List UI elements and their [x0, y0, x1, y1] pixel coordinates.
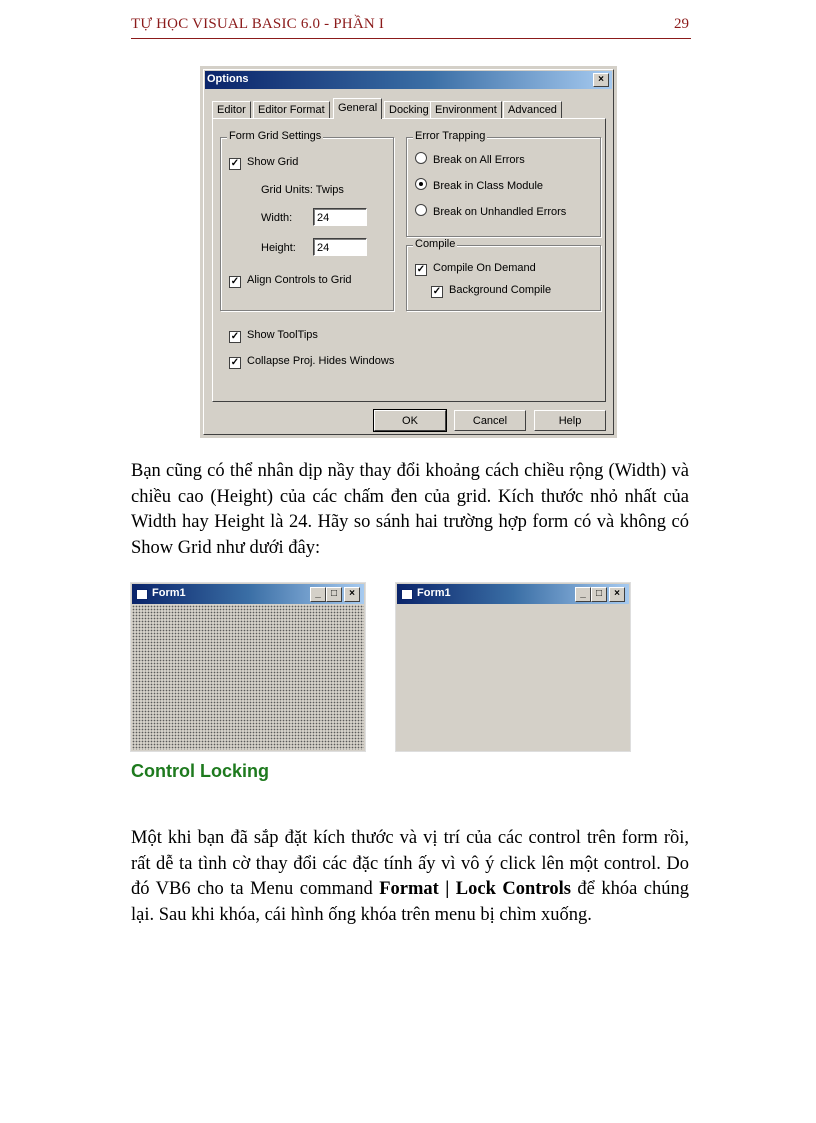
paragraph-grid-size: Bạn cũng có thể nhân dịp nầy thay đổi khoảng cách chiều rộng (Width) và chiều cao (Height) của các chấm đen của grid. Kích thước nhỏ nhất của Width hay Height là 24. Hãy so sánh hai trường hợp form có và không có Show Grid như dưới đây:: [131, 461, 689, 558]
radio-icon: [415, 204, 427, 216]
section-heading: Control Locking: [131, 761, 269, 781]
form1-without-grid: [395, 582, 631, 752]
close-icon[interactable]: ×: [593, 73, 609, 87]
tab-advanced[interactable]: Advanced: [503, 101, 562, 118]
form1-with-grid: [130, 582, 366, 752]
radio-label: Break on All Errors: [433, 154, 525, 166]
dialog-titlebar: [205, 71, 612, 89]
align-controls-checkbox[interactable]: [229, 274, 352, 288]
header-title: TỰ HỌC VISUAL BASIC 6.0 - PHẦN I: [131, 16, 385, 32]
page-number: 29: [674, 16, 689, 32]
background-compile-checkbox[interactable]: [431, 284, 551, 298]
break-all-errors-radio[interactable]: [415, 152, 525, 166]
group-legend: Compile: [415, 238, 456, 250]
close-icon[interactable]: ×: [344, 587, 360, 602]
checkbox-label: Align Controls to Grid: [247, 274, 352, 286]
form-icon: [136, 589, 148, 600]
radio-label: Break on Unhandled Errors: [433, 206, 567, 218]
tab-docking[interactable]: Docking: [384, 101, 434, 118]
tab-general[interactable]: General: [333, 98, 382, 119]
paragraph-control-locking: [131, 826, 689, 928]
page-header: [131, 16, 691, 39]
close-icon[interactable]: ×: [609, 587, 625, 602]
grid-units-label: Grid Units: Twips: [261, 184, 344, 196]
checkbox-checked-icon: ✓: [230, 331, 240, 342]
width-label: Width:: [261, 212, 293, 224]
group-legend: Error Trapping: [415, 130, 486, 142]
maximize-icon[interactable]: □: [326, 587, 342, 602]
checkbox-checked-icon: ✓: [230, 158, 240, 169]
tab-environment[interactable]: Environment: [430, 101, 502, 118]
options-dialog: [203, 69, 614, 435]
checkbox-label: Show ToolTips: [247, 329, 318, 341]
checkbox-checked-icon: ✓: [230, 276, 240, 287]
height-input[interactable]: 24: [313, 238, 367, 256]
form-titlebar: [132, 584, 364, 604]
general-tab-panel: [212, 118, 606, 402]
compile-group: [406, 238, 601, 311]
tab-editor-format[interactable]: Editor Format: [253, 101, 330, 118]
form-grid-settings-group: [220, 130, 394, 311]
options-dialog-image: [200, 66, 617, 438]
form-titlebar: [397, 584, 629, 604]
form-title: Form1: [417, 587, 451, 599]
break-unhandled-radio[interactable]: [415, 204, 566, 218]
break-class-module-radio[interactable]: [415, 178, 543, 192]
tab-editor[interactable]: Editor: [212, 101, 251, 118]
minimize-icon[interactable]: _: [575, 587, 591, 602]
show-grid-checkbox[interactable]: [229, 156, 298, 170]
width-input[interactable]: 24: [313, 208, 367, 226]
form-icon: [401, 589, 413, 600]
collapse-proj-checkbox[interactable]: [229, 355, 394, 369]
paragraph-text: Một khi bạn đã sắp đặt kích thước và vị trí của các control trên form rồi, rất dễ ta tình cờ thay đổi các đặc tính ấy vì vô ý click lên một control. Do đó VB6 cho ta Menu command: [131, 828, 689, 899]
compile-on-demand-checkbox[interactable]: [415, 262, 536, 276]
checkbox-label: Compile On Demand: [433, 262, 536, 274]
checkbox-label: Background Compile: [449, 284, 552, 296]
checkbox-checked-icon: ✓: [432, 286, 442, 297]
show-tooltips-checkbox[interactable]: [229, 329, 318, 343]
checkbox-label: Show Grid: [247, 156, 299, 168]
maximize-icon[interactable]: □: [591, 587, 607, 602]
height-label: Height:: [261, 242, 296, 254]
checkbox-checked-icon: ✓: [230, 357, 240, 368]
form-title: Form1: [152, 587, 186, 599]
ok-button[interactable]: OK: [374, 410, 446, 431]
dialog-title: Options: [207, 73, 249, 85]
group-legend: Form Grid Settings: [229, 130, 322, 142]
radio-icon: [415, 152, 427, 164]
error-trapping-group: [406, 130, 601, 237]
cancel-button[interactable]: Cancel: [454, 410, 526, 431]
menu-command: Format | Lock Controls: [379, 879, 571, 899]
checkbox-checked-icon: ✓: [416, 264, 426, 275]
checkbox-label: Collapse Proj. Hides Windows: [247, 355, 395, 367]
radio-selected-icon: [415, 178, 427, 190]
radio-label: Break in Class Module: [433, 180, 544, 192]
minimize-icon[interactable]: _: [310, 587, 326, 602]
paragraph-text: để khóa chúng lại. Sau khi khóa, cái hình ống khóa trên menu bị chìm xuống.: [131, 879, 689, 925]
help-button[interactable]: Help: [534, 410, 606, 431]
form-grid-dots: [132, 605, 364, 750]
